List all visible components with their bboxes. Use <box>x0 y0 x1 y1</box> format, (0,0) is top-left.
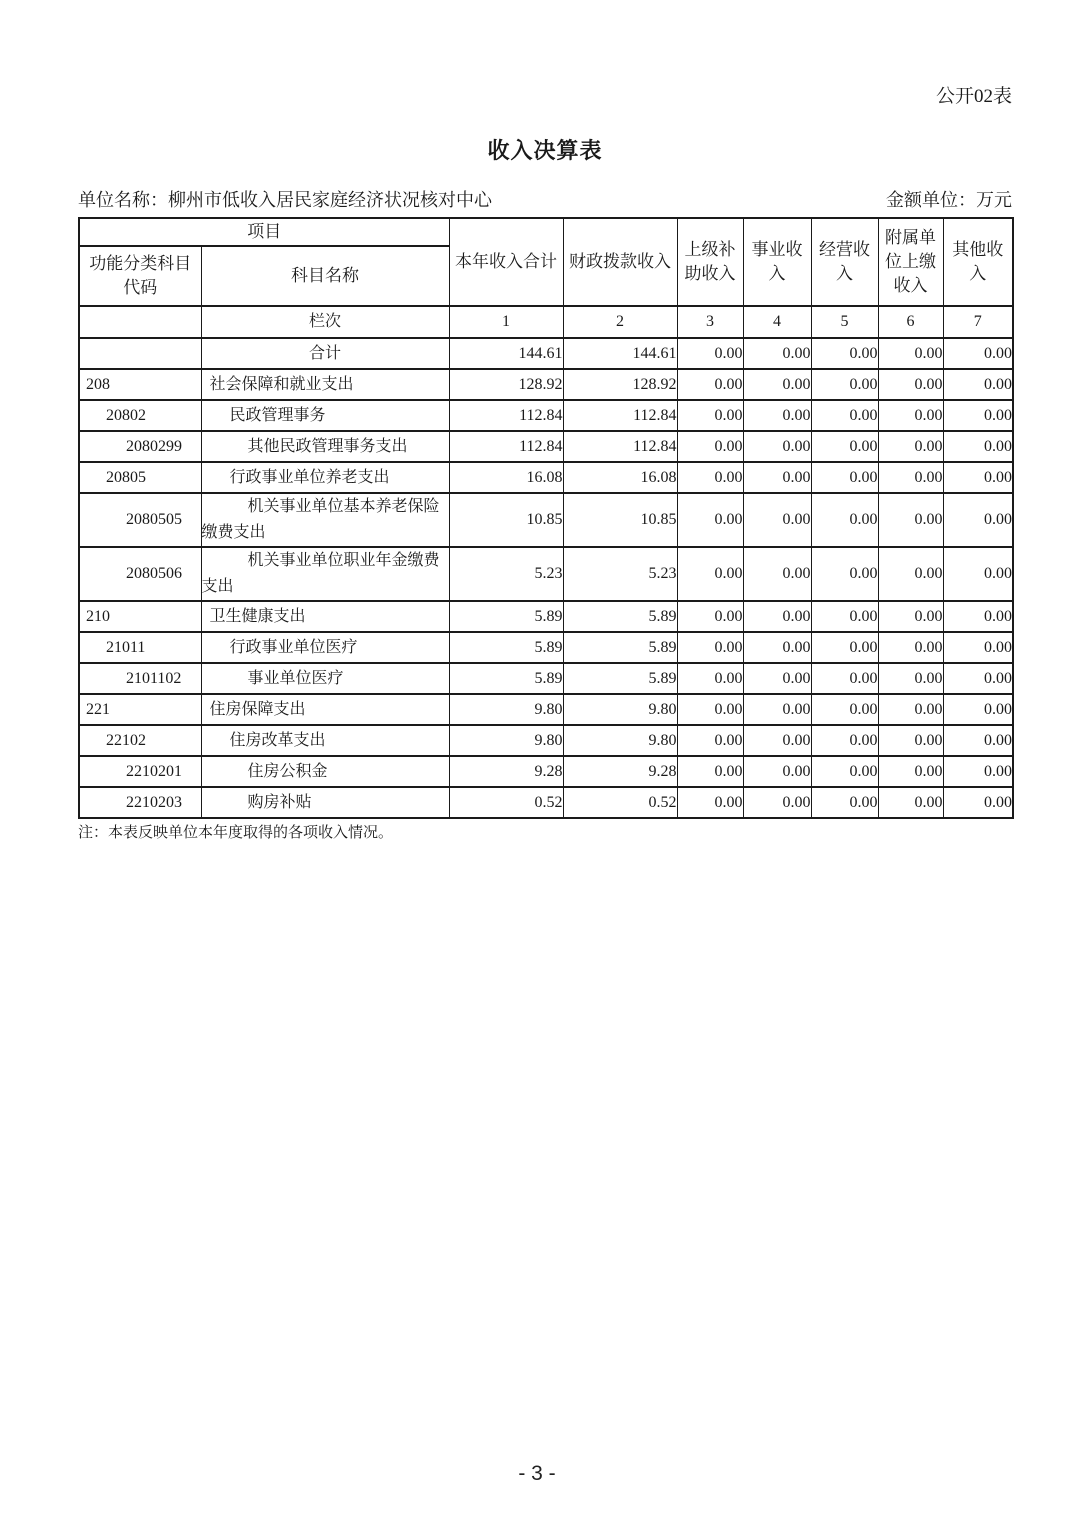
cell-subject-name: 社会保障和就业支出 <box>201 369 449 400</box>
cell-function-code: 20805 <box>79 462 201 493</box>
cell-amount: 0.00 <box>677 787 743 818</box>
column-index-row <box>79 306 1013 338</box>
cell-amount: 0.00 <box>811 632 878 663</box>
cell-amount: 128.92 <box>563 369 677 400</box>
index-col-2: 2 <box>563 306 677 338</box>
cell-function-code: 22102 <box>79 725 201 756</box>
cell-amount: 0.00 <box>878 431 943 462</box>
cell-amount: 128.92 <box>449 369 563 400</box>
cell-amount: 0.00 <box>878 400 943 431</box>
cell-function-code: 2080506 <box>79 547 201 601</box>
cell-amount: 5.89 <box>563 601 677 632</box>
cell-amount: 144.61 <box>563 338 677 369</box>
header-fiscal-appropriation-income: 财政拨款收入 <box>563 218 677 306</box>
cell-amount: 112.84 <box>449 431 563 462</box>
cell-subject-name: 购房补贴 <box>201 787 449 818</box>
table-row <box>79 431 1013 462</box>
cell-function-code: 208 <box>79 369 201 400</box>
header-superior-subsidy-income: 上级补助收入 <box>677 218 743 306</box>
cell-amount: 0.00 <box>677 547 743 601</box>
cell-amount: 5.89 <box>449 601 563 632</box>
cell-amount: 0.00 <box>743 787 811 818</box>
cell-amount: 0.52 <box>563 787 677 818</box>
cell-function-code: 2210201 <box>79 756 201 787</box>
cell-amount: 0.00 <box>677 493 743 547</box>
cell-amount: 0.00 <box>943 547 1013 601</box>
header-business-income: 事业收入 <box>743 218 811 306</box>
page-number: - 3 - <box>518 1462 556 1485</box>
cell-function-code: 20802 <box>79 400 201 431</box>
header-project: 项目 <box>79 218 449 246</box>
cell-amount: 0.00 <box>743 663 811 694</box>
unit-name-label: 单位名称：柳州市低收入居民家庭经济状况核对中心 <box>78 190 492 210</box>
cell-amount: 0.00 <box>878 632 943 663</box>
cell-function-code: 210 <box>79 601 201 632</box>
cell-amount: 10.85 <box>563 493 677 547</box>
cell-amount: 0.00 <box>943 431 1013 462</box>
header-row-project <box>79 218 1013 246</box>
cell-amount: 0.00 <box>943 601 1013 632</box>
cell-amount: 0.00 <box>811 547 878 601</box>
cell-amount: 5.89 <box>563 632 677 663</box>
table-row <box>79 462 1013 493</box>
cell-amount: 0.00 <box>943 493 1013 547</box>
table-row <box>79 338 1013 369</box>
cell-amount: 5.89 <box>563 663 677 694</box>
cell-amount: 16.08 <box>449 462 563 493</box>
index-col-6: 6 <box>878 306 943 338</box>
cell-amount: 0.00 <box>943 725 1013 756</box>
cell-amount: 0.00 <box>677 725 743 756</box>
form-code-label: 公开02表 <box>935 86 1012 107</box>
cell-amount: 0.00 <box>811 601 878 632</box>
cell-amount: 0.00 <box>743 756 811 787</box>
cell-amount: 0.00 <box>743 694 811 725</box>
header-total-income: 本年收入合计 <box>449 218 563 306</box>
cell-amount: 9.80 <box>563 694 677 725</box>
index-label: 栏次 <box>201 306 449 338</box>
header-subordinate-unit-remittance-income: 附属单位上缴收入 <box>878 218 943 306</box>
header-subject-name: 科目名称 <box>201 246 449 306</box>
cell-amount: 0.00 <box>743 400 811 431</box>
cell-amount: 0.00 <box>943 338 1013 369</box>
amount-unit-label: 金额单位：万元 <box>886 190 1012 210</box>
cell-amount: 0.00 <box>677 400 743 431</box>
cell-subject-name: 住房公积金 <box>201 756 449 787</box>
cell-amount: 0.00 <box>943 694 1013 725</box>
cell-amount: 0.00 <box>677 663 743 694</box>
cell-amount: 5.23 <box>563 547 677 601</box>
cell-amount: 16.08 <box>563 462 677 493</box>
cell-function-code: 21011 <box>79 632 201 663</box>
cell-function-code: 2080505 <box>79 493 201 547</box>
cell-amount: 0.00 <box>743 338 811 369</box>
revenue-table <box>78 217 1014 819</box>
document-content <box>78 0 1012 843</box>
cell-amount: 0.00 <box>743 462 811 493</box>
cell-amount: 0.00 <box>677 462 743 493</box>
table-note: 注：本表反映单位本年度取得的各项收入情况。 <box>78 825 394 841</box>
cell-subject-name: 事业单位医疗 <box>201 663 449 694</box>
table-body <box>79 338 1013 818</box>
cell-amount: 112.84 <box>563 431 677 462</box>
cell-amount: 0.00 <box>943 787 1013 818</box>
table-row <box>79 493 1013 547</box>
cell-amount: 9.80 <box>449 725 563 756</box>
cell-amount: 0.00 <box>811 431 878 462</box>
cell-amount: 0.00 <box>943 756 1013 787</box>
page-title: 收入决算表 <box>487 138 603 163</box>
cell-amount: 112.84 <box>449 400 563 431</box>
cell-amount: 0.00 <box>878 338 943 369</box>
cell-function-code: 2080299 <box>79 431 201 462</box>
cell-amount: 0.00 <box>878 493 943 547</box>
index-col-4: 4 <box>743 306 811 338</box>
table-row <box>79 369 1013 400</box>
cell-subject-name: 民政管理事务 <box>201 400 449 431</box>
cell-amount: 0.00 <box>878 462 943 493</box>
cell-amount: 144.61 <box>449 338 563 369</box>
cell-amount: 0.00 <box>743 725 811 756</box>
cell-subject-name: 行政事业单位医疗 <box>201 632 449 663</box>
cell-amount: 0.00 <box>943 462 1013 493</box>
cell-amount: 112.84 <box>563 400 677 431</box>
cell-amount: 5.23 <box>449 547 563 601</box>
cell-amount: 0.00 <box>878 725 943 756</box>
cell-amount: 0.00 <box>811 338 878 369</box>
meta-row <box>78 188 1012 212</box>
table-row <box>79 694 1013 725</box>
cell-amount: 0.00 <box>743 632 811 663</box>
table-row <box>79 756 1013 787</box>
cell-amount: 0.00 <box>943 369 1013 400</box>
cell-amount: 0.00 <box>811 756 878 787</box>
cell-amount: 0.00 <box>811 369 878 400</box>
cell-amount: 0.00 <box>677 694 743 725</box>
cell-amount: 0.00 <box>743 601 811 632</box>
cell-amount: 10.85 <box>449 493 563 547</box>
cell-amount: 0.00 <box>677 601 743 632</box>
table-row <box>79 725 1013 756</box>
cell-amount: 0.00 <box>811 400 878 431</box>
cell-amount: 0.00 <box>677 369 743 400</box>
header-operating-income: 经营收入 <box>811 218 878 306</box>
index-empty-cell <box>79 306 201 338</box>
cell-amount: 0.00 <box>811 725 878 756</box>
table-row <box>79 663 1013 694</box>
cell-amount: 5.89 <box>449 632 563 663</box>
table-row <box>79 547 1013 601</box>
cell-function-code: 221 <box>79 694 201 725</box>
table-row <box>79 601 1013 632</box>
cell-function-code: 2101102 <box>79 663 201 694</box>
cell-amount: 0.00 <box>811 694 878 725</box>
cell-amount: 0.00 <box>878 694 943 725</box>
header-other-income: 其他收入 <box>943 218 1013 306</box>
cell-amount: 0.00 <box>811 663 878 694</box>
table-header <box>79 218 1013 338</box>
cell-subject-name: 卫生健康支出 <box>201 601 449 632</box>
cell-subject-name: 住房保障支出 <box>201 694 449 725</box>
cell-amount: 0.00 <box>743 493 811 547</box>
table-row <box>79 400 1013 431</box>
cell-function-code: 2210203 <box>79 787 201 818</box>
cell-amount: 0.00 <box>943 632 1013 663</box>
cell-subject-name: 行政事业单位养老支出 <box>201 462 449 493</box>
cell-amount: 0.00 <box>743 547 811 601</box>
cell-function-code <box>79 338 201 369</box>
cell-amount: 0.00 <box>878 369 943 400</box>
cell-amount: 9.80 <box>449 694 563 725</box>
cell-amount: 0.00 <box>743 369 811 400</box>
cell-amount: 9.80 <box>563 725 677 756</box>
cell-amount: 0.00 <box>878 547 943 601</box>
index-col-1: 1 <box>449 306 563 338</box>
cell-subject-name: 机关事业单位职业年金缴费支出 <box>201 547 449 601</box>
cell-amount: 0.00 <box>811 787 878 818</box>
cell-amount: 0.00 <box>677 632 743 663</box>
cell-amount: 0.00 <box>677 756 743 787</box>
cell-amount: 0.00 <box>743 431 811 462</box>
cell-amount: 0.00 <box>677 338 743 369</box>
table-row <box>79 787 1013 818</box>
cell-amount: 0.52 <box>449 787 563 818</box>
table-row <box>79 632 1013 663</box>
cell-amount: 0.00 <box>943 663 1013 694</box>
cell-subject-name: 机关事业单位基本养老保险缴费支出 <box>201 493 449 547</box>
cell-amount: 9.28 <box>449 756 563 787</box>
cell-amount: 0.00 <box>878 663 943 694</box>
cell-subject-name: 合计 <box>201 338 449 369</box>
cell-amount: 5.89 <box>449 663 563 694</box>
index-col-5: 5 <box>811 306 878 338</box>
cell-amount: 0.00 <box>943 400 1013 431</box>
cell-amount: 0.00 <box>811 462 878 493</box>
cell-amount: 0.00 <box>811 493 878 547</box>
index-col-3: 3 <box>677 306 743 338</box>
index-col-7: 7 <box>943 306 1013 338</box>
cell-amount: 0.00 <box>677 431 743 462</box>
cell-amount: 9.28 <box>563 756 677 787</box>
cell-amount: 0.00 <box>878 787 943 818</box>
cell-amount: 0.00 <box>878 601 943 632</box>
cell-subject-name: 住房改革支出 <box>201 725 449 756</box>
cell-amount: 0.00 <box>878 756 943 787</box>
cell-subject-name: 其他民政管理事务支出 <box>201 431 449 462</box>
header-function-code: 功能分类科目代码 <box>79 246 201 306</box>
